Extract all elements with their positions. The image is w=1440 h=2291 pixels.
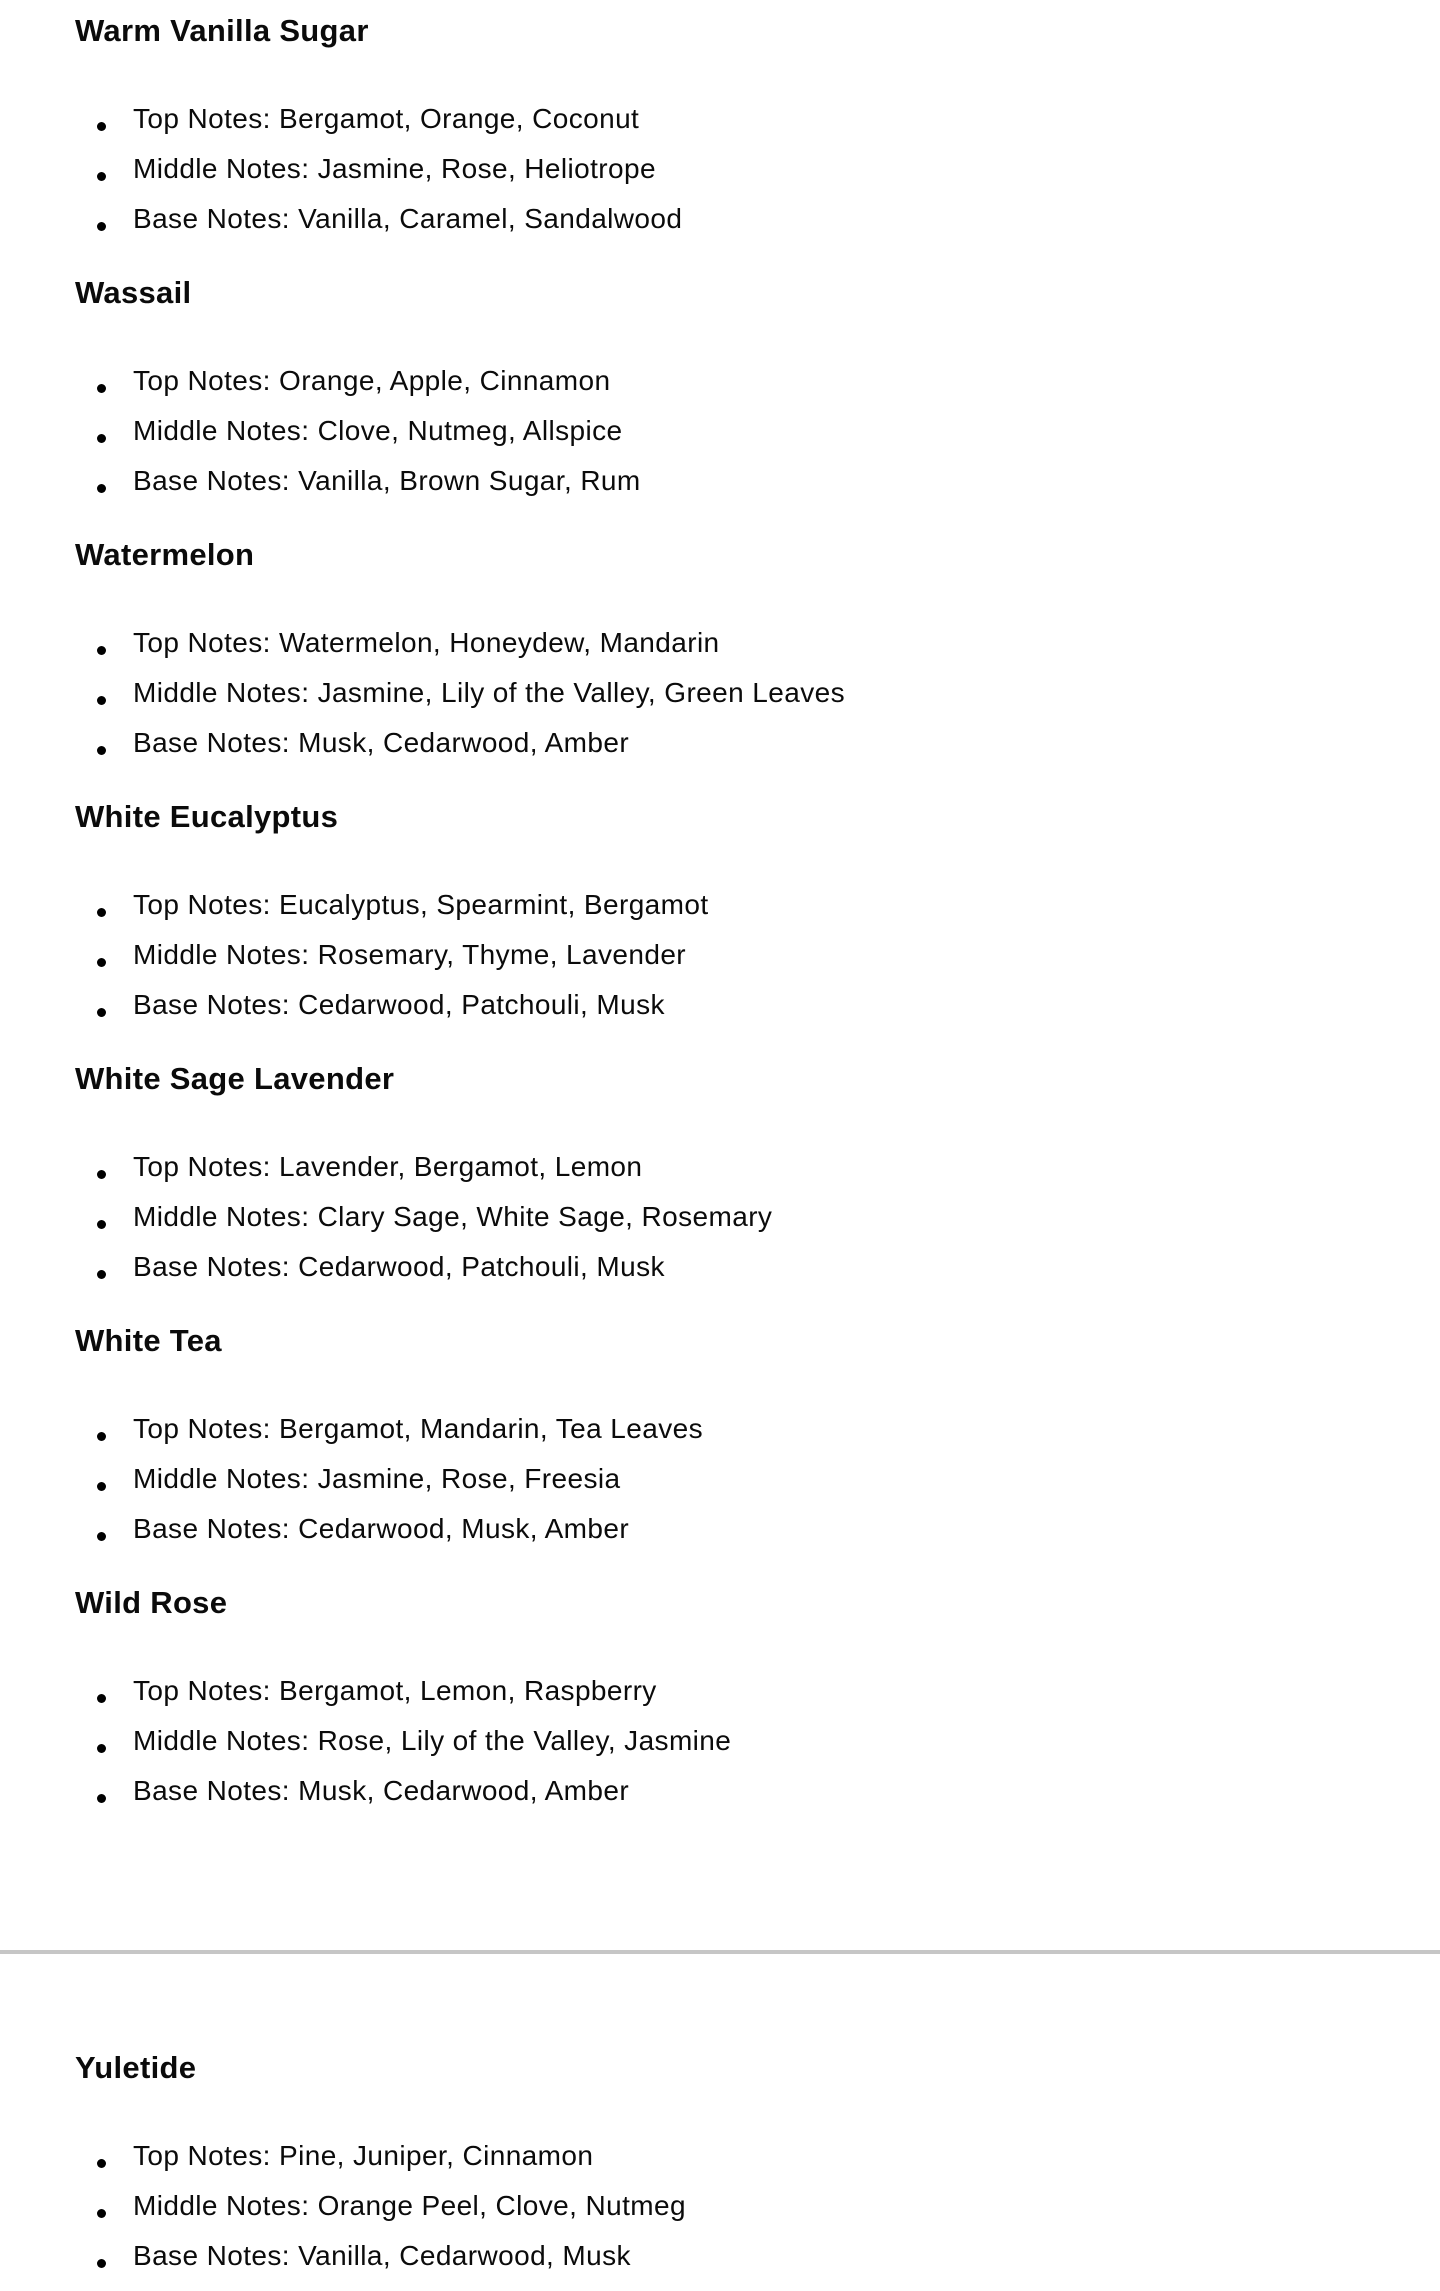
scent-section-warm-vanilla-sugar	[0, 12, 1440, 244]
note-item-top: Top Notes: Bergamot, Orange, Coconut	[75, 94, 1440, 144]
scent-title: White Sage Lavender	[75, 1061, 395, 1096]
scent-notes-list	[75, 618, 1440, 768]
scent-notes-list	[75, 1404, 1440, 1554]
scent-section-watermelon	[0, 536, 1440, 768]
note-item-base: Base Notes: Cedarwood, Patchouli, Musk	[75, 980, 1440, 1030]
scent-title: Watermelon	[75, 537, 255, 572]
scent-notes-list	[75, 356, 1440, 506]
note-item-middle: Middle Notes: Rose, Lily of the Valley, Jasmine	[75, 1716, 1440, 1766]
scent-title: White Eucalyptus	[75, 799, 339, 834]
scent-section-white-sage-lavender	[0, 1060, 1440, 1292]
note-item-top: Top Notes: Lavender, Bergamot, Lemon	[75, 1142, 1440, 1192]
note-item-base: Base Notes: Musk, Cedarwood, Amber	[75, 718, 1440, 768]
note-item-base: Base Notes: Cedarwood, Patchouli, Musk	[75, 1242, 1440, 1292]
note-item-top: Top Notes: Bergamot, Lemon, Raspberry	[75, 1666, 1440, 1716]
scent-notes-list	[75, 1666, 1440, 1816]
scent-title: Warm Vanilla Sugar	[75, 13, 369, 48]
scent-section-wild-rose	[0, 1584, 1440, 1816]
scent-section-white-tea	[0, 1322, 1440, 1554]
note-item-middle: Middle Notes: Jasmine, Rose, Freesia	[75, 1454, 1440, 1504]
note-item-top: Top Notes: Watermelon, Honeydew, Mandarin	[75, 618, 1440, 668]
scent-section-wassail	[0, 274, 1440, 506]
note-item-middle: Middle Notes: Rosemary, Thyme, Lavender	[75, 930, 1440, 980]
note-item-base: Base Notes: Vanilla, Caramel, Sandalwood	[75, 194, 1440, 244]
scent-section-white-eucalyptus	[0, 798, 1440, 1030]
note-item-middle: Middle Notes: Jasmine, Rose, Heliotrope	[75, 144, 1440, 194]
scent-notes-list	[75, 2131, 1440, 2281]
note-item-middle: Middle Notes: Clove, Nutmeg, Allspice	[75, 406, 1440, 456]
note-item-middle: Middle Notes: Clary Sage, White Sage, Rosemary	[75, 1192, 1440, 1242]
note-item-base: Base Notes: Musk, Cedarwood, Amber	[75, 1766, 1440, 1816]
scent-title: Wild Rose	[75, 1585, 228, 1620]
note-item-top: Top Notes: Eucalyptus, Spearmint, Bergamot	[75, 880, 1440, 930]
scent-notes-list	[75, 880, 1440, 1030]
note-item-base: Base Notes: Vanilla, Brown Sugar, Rum	[75, 456, 1440, 506]
scent-title: White Tea	[75, 1323, 222, 1358]
scent-notes-list	[75, 94, 1440, 244]
note-item-base: Base Notes: Cedarwood, Musk, Amber	[75, 1504, 1440, 1554]
note-item-middle: Middle Notes: Jasmine, Lily of the Valley, Green Leaves	[75, 668, 1440, 718]
scent-title: Yuletide	[75, 2050, 197, 2085]
scent-title: Wassail	[75, 275, 192, 310]
scent-section-yuletide	[0, 2049, 1440, 2281]
note-item-middle: Middle Notes: Orange Peel, Clove, Nutmeg	[75, 2181, 1440, 2231]
note-item-base: Base Notes: Vanilla, Cedarwood, Musk	[75, 2231, 1440, 2281]
note-item-top: Top Notes: Pine, Juniper, Cinnamon	[75, 2131, 1440, 2181]
note-item-top: Top Notes: Orange, Apple, Cinnamon	[75, 356, 1440, 406]
scent-notes-list	[75, 1142, 1440, 1292]
note-item-top: Top Notes: Bergamot, Mandarin, Tea Leaves	[75, 1404, 1440, 1454]
section-divider	[0, 1950, 1440, 1954]
